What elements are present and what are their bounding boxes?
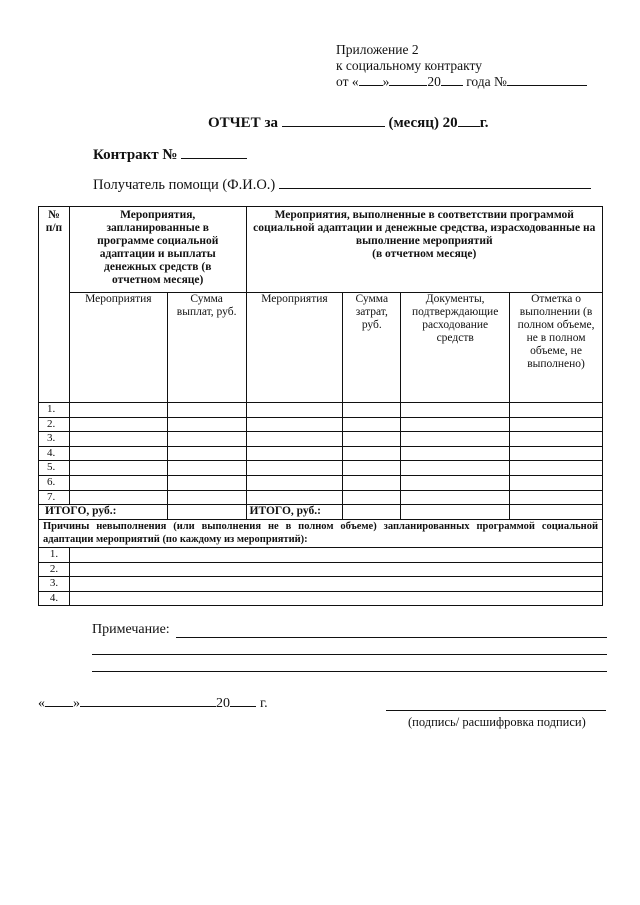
recipient-line: Получатель помощи (Ф.И.О.) — [93, 176, 591, 194]
sign-day-blank[interactable] — [45, 694, 73, 707]
report-title: ОТЧЕТ за (месяц) 20 г. — [208, 115, 489, 131]
row-cell[interactable] — [167, 403, 246, 418]
row-cell[interactable] — [246, 461, 343, 476]
row-number: 3. — [39, 432, 70, 447]
note-label: Примечание: — [92, 622, 170, 637]
sub-docs-header: Документы, подтверждающие расходование средств — [401, 293, 510, 403]
sub-events-header: Мероприятия — [69, 293, 167, 403]
row-cell[interactable] — [343, 417, 401, 432]
reason-text-cell[interactable] — [69, 562, 602, 577]
row-number: 6. — [39, 475, 70, 490]
row-cell[interactable] — [343, 403, 401, 418]
total-empty-1 — [401, 505, 510, 520]
row-cell[interactable] — [343, 432, 401, 447]
row-number: 2. — [39, 417, 70, 432]
total-spent-value[interactable] — [343, 505, 401, 520]
done-header: Мероприятия, выполненные в соответствии программой социальной адаптации и денежные средства, израсходованные на выполнение мероприятий (в отчетном месяце) — [246, 207, 602, 293]
row-cell[interactable] — [246, 403, 343, 418]
contract-number-field[interactable] — [181, 146, 247, 159]
event-row — [39, 432, 603, 447]
row-cell[interactable] — [69, 403, 167, 418]
reason-number: 4. — [39, 591, 70, 606]
row-cell[interactable] — [246, 446, 343, 461]
reason-text-cell[interactable] — [69, 548, 602, 563]
row-cell[interactable] — [167, 446, 246, 461]
row-cell[interactable] — [167, 490, 246, 505]
row-cell[interactable] — [510, 461, 603, 476]
row-cell[interactable] — [343, 461, 401, 476]
row-cell[interactable] — [69, 475, 167, 490]
row-cell[interactable] — [69, 490, 167, 505]
event-row — [39, 475, 603, 490]
col-num-header: № п/п — [39, 207, 70, 403]
reason-text-cell[interactable] — [69, 577, 602, 592]
reason-row — [39, 562, 603, 577]
reason-row — [39, 591, 603, 606]
row-cell[interactable] — [69, 417, 167, 432]
row-cell[interactable] — [510, 490, 603, 505]
row-cell[interactable] — [343, 490, 401, 505]
row-cell[interactable] — [167, 432, 246, 447]
appendix-header — [336, 42, 587, 90]
row-cell[interactable] — [69, 432, 167, 447]
recipient-name-field[interactable] — [279, 176, 591, 189]
event-rows — [39, 403, 603, 505]
total-planned-value[interactable] — [167, 505, 246, 520]
note-line-2[interactable] — [92, 654, 607, 655]
sub-mark-header: Отметка о выполнении (в полном объеме, не в полном объеме, не выполнено) — [510, 293, 603, 403]
signature-caption: (подпись/ расшифровка подписи) — [408, 715, 586, 729]
sub-sum-spent-header: Сумма затрат, руб. — [343, 293, 401, 403]
reason-number: 3. — [39, 577, 70, 592]
note-line-1[interactable] — [176, 637, 607, 638]
month-blank[interactable] — [389, 73, 427, 86]
total-planned-label: ИТОГО, руб.: — [39, 505, 168, 520]
row-cell[interactable] — [246, 417, 343, 432]
row-cell[interactable] — [69, 461, 167, 476]
row-cell[interactable] — [167, 461, 246, 476]
event-row — [39, 461, 603, 476]
row-cell[interactable] — [401, 403, 510, 418]
sub-sum-paid-header: Сумма выплат, руб. — [167, 293, 246, 403]
year-blank[interactable] — [441, 73, 463, 86]
contract-number-blank[interactable] — [507, 73, 587, 86]
event-row — [39, 417, 603, 432]
row-number: 1. — [39, 403, 70, 418]
row-cell[interactable] — [510, 475, 603, 490]
sign-year-blank[interactable] — [230, 694, 256, 707]
row-cell[interactable] — [510, 403, 603, 418]
row-cell[interactable] — [246, 432, 343, 447]
row-cell[interactable] — [246, 490, 343, 505]
reasons-header: Причины невыполнения (или выполнения не в полном объеме) запланированных программой социальной адаптации мероприятий (по каждому из мероприятий): — [39, 520, 603, 548]
row-cell[interactable] — [167, 475, 246, 490]
sub-events2-header: Мероприятия — [246, 293, 343, 403]
row-cell[interactable] — [167, 417, 246, 432]
row-cell[interactable] — [401, 417, 510, 432]
report-table — [38, 206, 603, 606]
row-cell[interactable] — [401, 490, 510, 505]
note-line-3[interactable] — [92, 671, 607, 672]
contract-line: Контракт № — [93, 146, 247, 164]
row-cell[interactable] — [401, 446, 510, 461]
reason-number: 1. — [39, 548, 70, 563]
appendix-line3: от « » 20 года № — [336, 73, 587, 90]
sign-month-blank[interactable] — [80, 694, 216, 707]
total-empty-2 — [510, 505, 603, 520]
event-row — [39, 446, 603, 461]
row-cell[interactable] — [246, 475, 343, 490]
event-row — [39, 490, 603, 505]
row-cell[interactable] — [343, 446, 401, 461]
row-cell[interactable] — [69, 446, 167, 461]
row-cell[interactable] — [343, 475, 401, 490]
reason-text-cell[interactable] — [69, 591, 602, 606]
row-cell[interactable] — [510, 417, 603, 432]
row-cell[interactable] — [510, 432, 603, 447]
row-cell[interactable] — [401, 461, 510, 476]
row-number: 4. — [39, 446, 70, 461]
report-month-blank[interactable] — [282, 114, 385, 127]
row-number: 5. — [39, 461, 70, 476]
row-number: 7. — [39, 490, 70, 505]
appendix-line1: Приложение 2 — [336, 42, 419, 57]
report-year-blank[interactable] — [458, 114, 480, 127]
appendix-line2: к социальному контракту — [336, 57, 483, 73]
signature-line[interactable] — [386, 710, 606, 711]
event-row — [39, 403, 603, 418]
total-spent-label: ИТОГО, руб.: — [246, 505, 343, 520]
reason-number: 2. — [39, 562, 70, 577]
reason-row — [39, 548, 603, 563]
reason-row — [39, 577, 603, 592]
planned-header: Мероприятия, запланированные в программе социальной адаптации и выплаты денежных средств (в отчетном месяце) — [69, 207, 246, 293]
row-cell[interactable] — [510, 446, 603, 461]
row-cell[interactable] — [401, 475, 510, 490]
date-line: « » 20 г. — [38, 696, 268, 711]
day-blank[interactable] — [359, 73, 383, 86]
reason-rows — [39, 548, 603, 606]
row-cell[interactable] — [401, 432, 510, 447]
